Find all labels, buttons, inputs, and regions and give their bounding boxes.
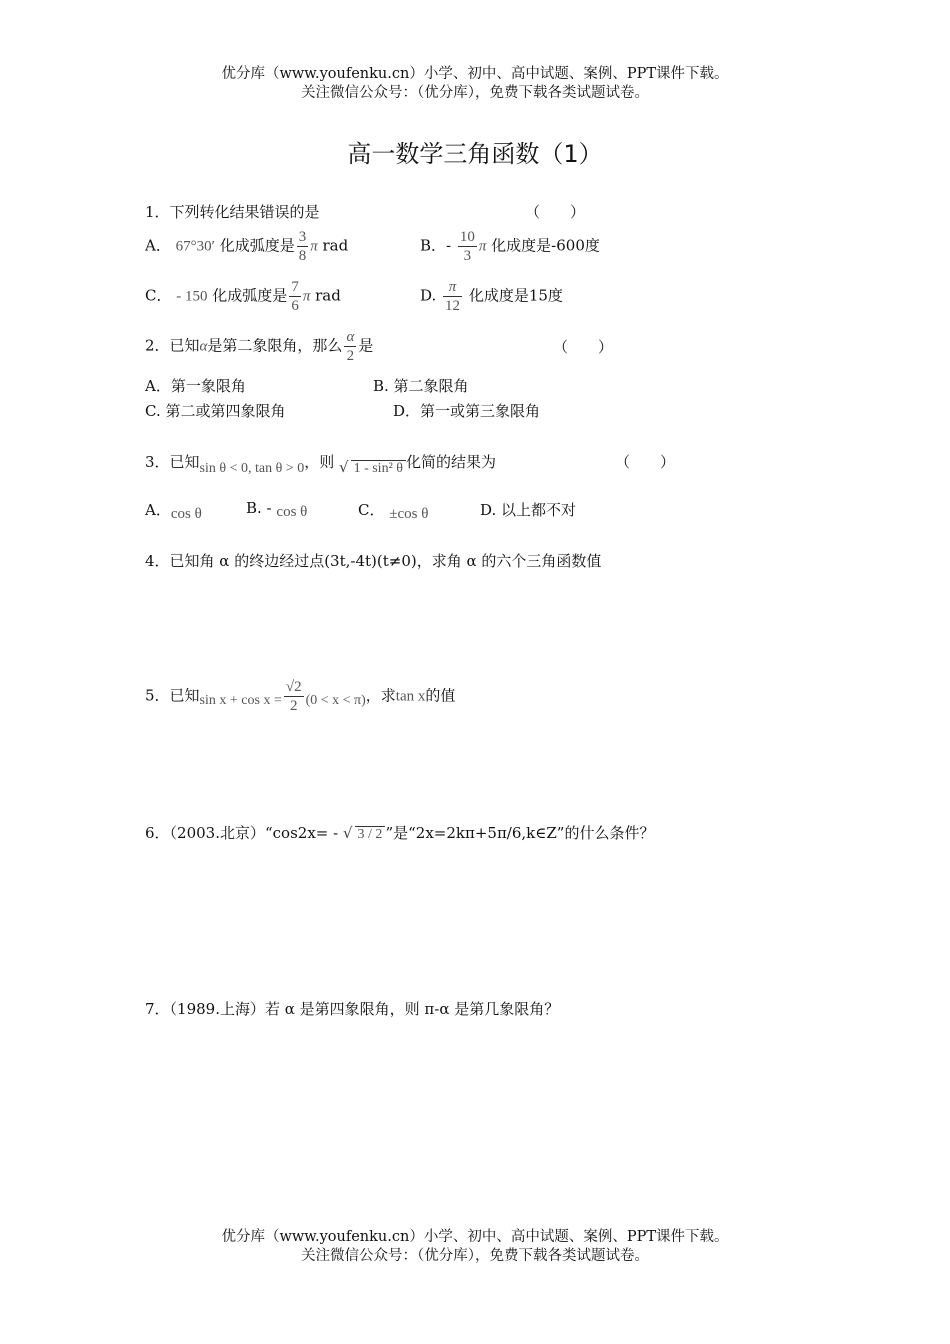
q1-stem: 1．下列转化结果错误的是 [145,203,320,221]
sqrt-icon: √ [339,458,349,476]
q2-option-d: D．第一或第三象限角 [393,402,541,420]
q4-text: 4．已知角 α 的终边经过点(3t,-4t)(t≠0)，求角 α 的六个三角函数值 [145,552,602,570]
q3-option-c [358,499,428,520]
q2-option-c: C. 第二或第四象限角 [145,402,286,420]
q3-stem [145,451,496,476]
q5-stem-middle: ，求 [365,686,396,705]
q1-a-fraction [297,228,309,265]
q1-c-numerator: 7 [291,279,299,295]
q1-a-angle: 67°30′ [175,238,215,255]
q1-a-pi: π [310,238,318,255]
q1-d-fraction [443,278,462,315]
q2-frac-denominator: 2 [346,348,355,364]
q1-a-numerator: 3 [298,229,307,245]
q2-alpha: α [199,338,208,355]
q3-option-d: D. 以上都不对 [480,501,577,519]
q2-stem-middle: 是第二象限角，那么 [207,336,343,355]
q1-option-a [145,228,348,265]
q3-answer-paren: （ ） [615,453,676,471]
q7-text: 7．（1989.上海）若 α 是第四象限角，则 π-α 是第几象限角？ [145,1000,560,1018]
q1-option-d [420,278,563,315]
q1-d-text: 化成度是15度 [468,286,563,305]
q2-stem-start: 2．已知 [145,336,200,355]
q1-c-unit: rad [315,286,341,305]
sqrt-icon: √ [342,824,353,842]
q1-c-denominator: 6 [291,298,299,314]
q5-frac-denominator: 2 [289,698,298,714]
q6-stem-start: 6．（2003.北京）“cos2x= - [145,824,339,842]
q1-a-text: 化成弧度是 [219,236,295,255]
q1-b-fraction [458,228,477,265]
q1-a-denominator: 8 [298,248,307,264]
q2-option-a: A．第一象限角 [145,377,246,395]
q3-c-label: C． [358,501,385,519]
header-line-1: 优分库（www.youfenku.cn）小学、初中、高中试题、案例、PPT课件下载。 [221,66,729,82]
q2-fraction [344,328,356,365]
q3-a-label: A． [145,501,171,519]
q2-stem [145,328,373,365]
q1-b-numerator: 10 [459,229,475,245]
q2-option-b: B. 第二象限角 [373,377,469,395]
q5-frac-numerator: √2 [285,679,302,695]
q3-option-a [145,499,202,520]
q6-radical: 3 / 2 [355,826,386,843]
q6-stem-end: ”是“2x=2kπ+5π/6,k∈Z”的什么条件？ [385,824,655,842]
q1-c-fraction [289,278,301,315]
q6-text [145,822,654,843]
q5-stem [145,678,455,715]
q5-stem-end: 的值 [425,686,456,705]
q1-d-label: D. [420,286,437,305]
q1-c-pi: π [302,288,311,305]
q3-b-math: cos θ [276,504,308,520]
q2-stem-end: 是 [358,336,374,355]
q5-stem-start: 5．已知 [145,686,200,705]
q1-option-b [420,228,600,265]
q2-answer-paren: （ ） [553,338,614,356]
q3-b-label: B. - [246,499,272,517]
q1-a-unit: rad [322,236,349,255]
q5-tan: tan x [395,688,426,705]
q3-condition: sin θ < 0, tan θ > 0 [199,461,305,476]
q5-range: (0 < x < π) [305,692,366,708]
q3-c-math: ±cos θ [389,506,429,522]
q1-answer-paren: （ ） [525,203,586,221]
q3-stem-middle: ，则 [304,453,335,471]
q3-option-b [246,499,307,518]
q1-b-denominator: 3 [463,248,472,264]
q5-lhs: sin x + cos x = [199,692,282,708]
q3-stem-start: 3．已知 [145,453,200,471]
q3-a-math: cos θ [170,506,202,522]
footer-line-1: 优分库（www.youfenku.cn）小学、初中、高中试题、案例、PPT课件下载。 [221,1229,729,1245]
q1-c-label: C． [145,286,172,305]
q1-c-text: 化成弧度是 [212,286,288,305]
q1-d-denominator: 12 [445,298,461,314]
page-title: 高一数学三角函数（1） [347,140,603,168]
q1-b-pi: π [478,238,487,255]
q1-a-label: A． [145,236,171,255]
footer-line-2: 关注微信公众号：（优分库），免费下载各类试题试卷。 [301,1248,649,1264]
q1-c-angle: - 150 [176,288,208,305]
q1-b-text: 化成度是-600度 [491,236,600,255]
q5-fraction [284,678,304,715]
q2-frac-numerator: α [346,329,355,345]
q1-option-c [145,278,341,315]
header-line-2: 关注微信公众号：（优分库），免费下载各类试题试卷。 [301,85,649,101]
q3-stem-end: 化简的结果为 [405,453,496,471]
q1-d-numerator: π [443,278,462,297]
q1-b-label: B．- [420,236,452,255]
q3-radicand: 1 - sin² θ [351,460,406,477]
